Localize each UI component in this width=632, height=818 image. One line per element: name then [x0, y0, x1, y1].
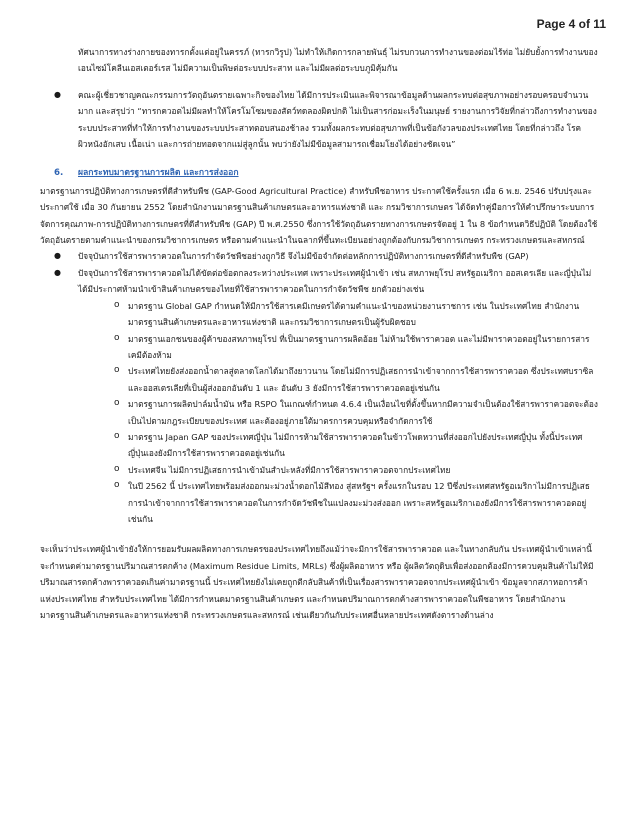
sub-item-us-mango: o ในปี 2562 นี้ ประเทศไทยพร้อมส่งออกมะม่วงน้ำดอกไม้สีทอง สู่สหรัฐฯ ครั้งแรกในรอบ 12 ปีซึ่งประเทศสหรัฐอเมริกาไม่มีการปฏิเสธการนำเข้าจากการใช้สารพาราควอตในการกำจัดวัชพืชในแปลงมะม่วงส่งออก เพราะสหรัฐอเมริกาเองยังมีการใช้สารพาราควอตอยู่เช่นกัน — [78, 478, 598, 527]
sub-item-sugar-export: o ประเทศไทยยังส่งออกน้ำตาลสู่ตลาดโลกได้มาถึงยาวนาน โดยไม่มีการปฏิเสธการนำเข้าจากการใช้สารพาราควอต ซึ่งประเทศบราซิล และออสเตรเลียที่เป็นผู้ส่งออกอันดับ 1 และ อันดับ 3 ยังมีการใช้สารพาราควอตอยู่เช่นกัน — [78, 363, 598, 396]
bullet-committee-conclusion: ● คณะผู้เชี่ยวชาญคณะกรรมการวัตถุอันตรายเฉพาะกิจของไทย ได้มีการประเมินและพิจารณาข้อมูลด้านผลกระทบต่อสุขภาพอย่างรอบครอบจำนวนมาก และสรุปว่า “ทารกควอตไม่มีผลทำให้โครโมโซมของสัตว์ทดลองผิดปกติ ไม่เป็นสารก่อมะเร็งในมนุษย์ รายงานการวิจัยที่กล่าวถึงการทำงานของระบบประสาทที่ทำให้การทำงานของระบบประสาทตอบสนองช้าลง รวมทั้งผลกระทบต่อสุขภาพที่เป็นข้อกังวลของประเทศไทย โดยที่กล่าวถึง โรคผิวหนังอักเสบ เนื้อเน่า และการถ่ายทอดจากแม่สู่ลูกนั้น พบว่ายังไม่มีข้อมูลสามารถเชื่อมโยงได้อย่างชัดเจน” — [40, 87, 598, 153]
section-6-intro: มาตรฐานการปฏิบัติทางการเกษตรที่ดีสำหรับพืช (GAP-Good Agricultural Practice) สำหรับพืชอาหาร ประกาศใช้ครั้งแรก เมื่อ 6 พ.ย. 2546 ปรับปรุงและประกาศใช้ เมื่อ 30 กันยายน 2552 โดยสำนักงานมาตรฐานสินค้าเกษตรและอาหารแห่งชาติ และ กรมวิชาการเกษตร ได้จัดทำคู่มือการให้คำปรึกษาระบบการจัดการคุณภาพ-การปฏิบัติทางการเกษตรที่ดีสำหรับพืช (GAP) ปี พ.ศ.2550 ซึ่งการใช้วัตถุอันตรายทางการเกษตรจัดอยู่ 1 ใน 8 ข้อกำหนดวิธีปฏิบัติ โดยต้องใช้วัตถุอันตรายตามคำแนะนำของกรมวิชาการเกษตร หรือตามคำแนะนำในฉลากที่ขึ้นทะเบียนอย่างถูกต้องกับกรมวิชาการเกษตร กระทรวงเกษตรและสหกรณ์ — [40, 185, 598, 246]
closing-paragraph: จะเห็นว่าประเทศผู้นำเข้ายังให้การยอมรับผลผลิตทางการเกษตรของประเทศไทยถึงแม้ว่าจะมีการใช้สารพาราควอต และในทางกลับกัน ประเทศผู้นำเข้าเหล่านี้จะกำหนดค่ามาตรฐานปริมาณสารตกค้าง (Maximum Residue Limits, MRLs) ซึ่งผู้ผลิตอาหาร หรือ ผู้ผลิตวัตถุดิบเพื่อส่งออกต้องมีการควบคุมสินค้าไม่ให้มีปริมาณสารตกค้างพาราควอตเกินค่ามาตรฐานนี้ ประเทศไทยยังไม่เคยถูกตีกลับสินค้าที่เป็นเรื่องสารพาราควอตจากประเทศผู้นำเข้า ข้อมูลจากสภาหอการค้าแห่งประเทศไทย สำหรับประเทศไทย ได้มีการกำหนดมาตรฐานสินค้าเกษตร และกำหนดปริมาณการตกค้างสารพาราควอตในพืชอาหาร โดยสำนักงานมาตรฐานสินค้าเกษตรและอาหารแห่งชาติ กระทรวงเกษตรและสหกรณ์ เช่นเดียวกันกับประเทศอื่นหลายประเทศดังตารางด้านล่าง — [40, 544, 594, 620]
bullet-trade-agreements-text: ปัจจุบันการใช้สารพาราควอตไม่ได้ขัดต่อข้อตกลงระหว่างประเทศ เพราะประเทศผู้นำเข้า เช่น สหภาพยุโรป สหรัฐอเมริกา ออสเตรเลีย และญี่ปุ่นไม่ได้มีประกาศห้ามนำเข้าสินค้าเกษตรของไทยที่ใช้สารพาราควอตในการกำจัดวัชพืช ยกตัวอย่างเช่น — [78, 267, 592, 295]
sub-item-rspo: o มาตรฐานการผลิตปาล์มน้ำมัน หรือ RSPO ในเกณฑ์กำหนด 4.6.4 เป็นเงื่อนไขที่ตั้งขึ้นหากมีความจำเป็นต้องใช้สารพาราควอตจะต้องเป็นไปตามกฎระเบียบของประเทศ และต้องอยู่ภายใต้มาตรการควบคุมหรือจำกัดการใช้ — [78, 396, 598, 429]
section-6-title: ผลกระทบมาตรฐานการผลิต และการส่งออก — [78, 168, 239, 179]
export-examples-list — [78, 298, 598, 528]
section-6-heading — [40, 165, 598, 181]
sub-item-eu-sugarcane: o มาตรฐานเอกชนของผู้ค้าของสหภาพยุโรป ที่เป็นมาตรฐานการผลิตอ้อย ไม่ห้ามใช้พาราควอต และไม่มีพาราควอตอยู่ในรายการสารเคมีต้องห้าม — [78, 331, 598, 364]
section-6-bullet-list — [40, 248, 598, 527]
page-number: Page 4 of 11 — [536, 17, 606, 31]
bullet-trade-agreements — [40, 265, 598, 528]
section-6-number: 6. — [54, 168, 64, 179]
sub-item-china-cassava: o ประเทศจีน ไม่มีการปฏิเสธการนำเข้ามันสำปะหลังที่มีการใช้สารพาราควอตจากประเทศไทย — [78, 462, 598, 478]
continuation-paragraph: ทัศนาการทางร่างกายของทารกตั้งแต่อยู่ในครรภ์ (ทารกวิรูป) ไม่ทำให้เกิดการกลายพันธุ์ ไม่รบกวนการทำงานของต่อมไร้ท่อ ไม่ยับยั้งการทำงานของเอนไซม์โคลีนเอสเตอร์เรส ไม่มีความเป็นพิษต่อระบบประสาท และไม่มีผลต่อระบบภูมิคุ้มกัน — [78, 47, 598, 74]
sub-item-global-gap: o มาตรฐาน Global GAP กำหนดให้มีการใช้สารเคมีเกษตรได้ตามคำแนะนำของหน่วยงานราชการ เช่น ในประเทศไทย สำนักงานมาตรฐานสินค้าเกษตรและอาหารแห่งชาติ และกรมวิชาการเกษตรเป็นผู้รับผิดชอบ — [78, 298, 598, 331]
sub-item-japan-gap: o มาตรฐาน Japan GAP ของประเทศญี่ปุ่น ไม่มีการห้ามใช้สารพาราควอตในข้าวโพดหวานที่ส่งออกไปยังประเทศญี่ปุ่น ทั้งนี้ประเทศญี่ปุ่นเองยังมีการใช้สารพาราควอตอยู่เช่นกัน — [78, 429, 598, 462]
bullet-gap-compliance: ● ปัจจุบันการใช้สารพาราควอตในการกำจัดวัชพืชอย่างถูกวิธี จึงไม่มีข้อจำกัดต่อหลักการปฏิบัติทางการเกษตรที่ดีสำหรับพืช (GAP) — [40, 248, 598, 264]
committee-bullet-list — [40, 87, 598, 153]
document-body — [40, 44, 598, 623]
